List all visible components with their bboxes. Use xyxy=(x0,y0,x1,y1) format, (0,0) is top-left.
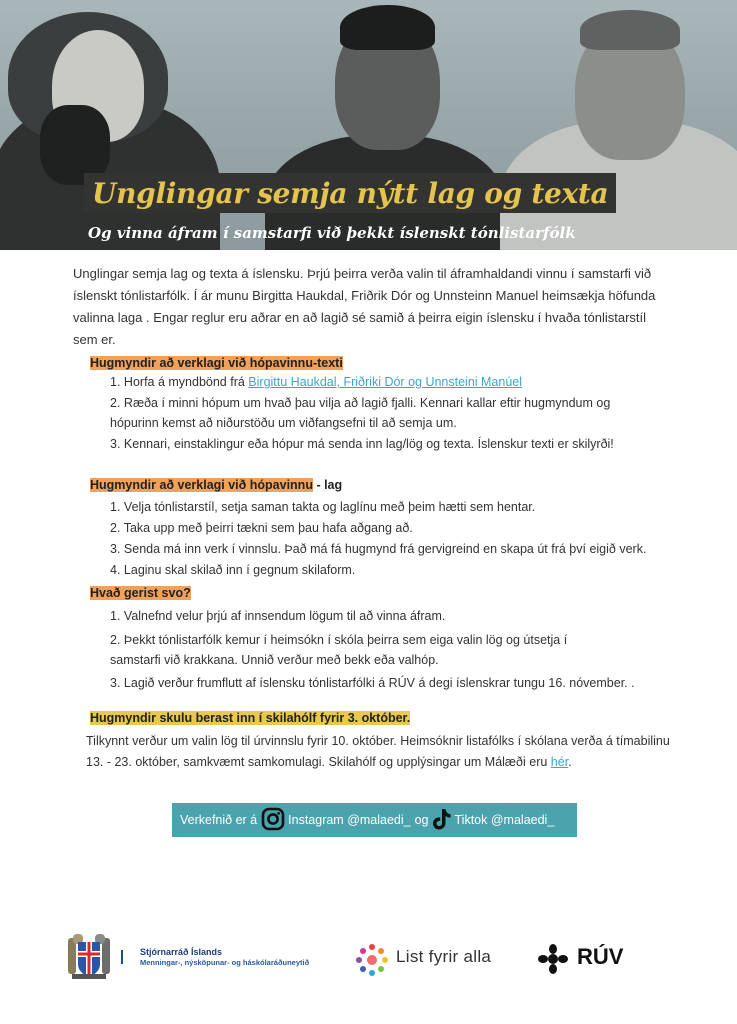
list-item xyxy=(110,560,670,580)
list-number: 2. xyxy=(110,521,121,535)
logo-divider xyxy=(121,950,123,964)
ruv-name: RÚV xyxy=(577,944,624,969)
list-text: Valnefnd velur þrjú af innsendum lögum til að vinna áfram. xyxy=(123,609,446,623)
list-text: Ræða í minni hópum um hvað þau vilja að lagið fjalli. Kennari kallar eftir hugmyndum og xyxy=(123,396,611,410)
list-number: 1. xyxy=(110,609,121,623)
deadline-heading xyxy=(90,711,410,725)
instagram-handle[interactable]: Instagram @malaedi_ xyxy=(288,813,411,827)
list-number: 3. xyxy=(110,437,121,451)
tiktok-handle[interactable]: Tiktok @malaedi_ xyxy=(454,813,555,827)
list-number: 1. xyxy=(110,500,121,514)
list-item xyxy=(110,497,670,517)
ruv-logo-icon xyxy=(538,944,568,974)
list-fyrir-alla-logo-icon xyxy=(354,942,390,978)
section-3-heading xyxy=(90,586,191,600)
list-number: 4. xyxy=(110,563,121,577)
hero-photo xyxy=(0,0,737,250)
section-2-list xyxy=(110,497,670,580)
section-3-heading-text: Hvað gerist svo? xyxy=(90,586,191,600)
section-1-heading xyxy=(90,356,343,370)
section-3-list xyxy=(110,606,670,693)
list-text: Senda má inn verk í vinnslu. Það má fá hugmynd frá gervigreind en skapa út frá því eigið verk. xyxy=(123,542,647,556)
deadline-text: Tilkynnt verður um valin lög til úrvinnslu fyrir 10. október. Heimsóknir listafólks í skólana verða á tímabilinu 13. - 23. október, samkvæmt samkomulagi. Skilahólf og upplýsingar um Málæði eru xyxy=(86,734,670,769)
list-fyrir-alla-name: List fyrir alla xyxy=(396,947,492,966)
tiktok-icon[interactable] xyxy=(432,807,452,834)
page-subtitle: Og vinna áfram í samstarfi við þekkt íslenskt tónlistarfólk xyxy=(88,224,576,242)
list-text: Þekkt tónlistarfólk kemur í heimsókn í skóla þeirra sem eiga valin lög og útsetja í xyxy=(123,633,568,647)
person-2-hair xyxy=(340,5,435,50)
instagram-icon[interactable] xyxy=(261,807,285,834)
info-link[interactable]: hér xyxy=(550,755,569,769)
coat-of-arms-icon xyxy=(68,934,110,980)
title-box xyxy=(84,173,616,213)
list-item xyxy=(110,434,670,454)
list-number: 3. xyxy=(110,676,121,690)
list-item xyxy=(110,539,670,559)
list-text: Taka upp með þeirri tækni sem þau hafa aðgang að. xyxy=(123,521,413,535)
list-number: 2. xyxy=(110,396,121,410)
person-3-hair xyxy=(580,10,680,50)
section-2-heading-text: Hugmyndir að verklagi við hópavinnu xyxy=(90,478,313,492)
social-prefix: Verkefnið er á xyxy=(180,813,258,827)
intro-paragraph: Unglingar semja lag og texta á íslensku. Þrjú þeirra verða valin til áframhaldandi vinnu í samstarfi við íslenskt tónlistarfólk. Í ár munu Birgitta Haukdal, Friðrik Dór og Unnsteinn Manuel heimsækja höfunda valinna laga . Engar reglur eru aðrar en að lagið sé samið á þeirra eigin íslensku í hvaða tónlistarstíl sem er. xyxy=(73,266,656,347)
section-1-list xyxy=(110,372,670,454)
list-item xyxy=(110,393,670,433)
list-text-continued: hópurinn kemst að niðurstöðu um viðfangsefni til að semja um. xyxy=(110,416,457,430)
deadline-paragraph xyxy=(86,731,686,773)
deadline-heading-text: Hugmyndir skulu berast inn í skilahólf fyrir 3. október. xyxy=(90,711,411,725)
video-link[interactable]: Birgittu Haukdal, Friðriki Dór og Unnsteini Manúel xyxy=(248,375,523,389)
section-2-heading xyxy=(90,478,342,492)
social-connector: og xyxy=(414,813,429,827)
list-item xyxy=(110,606,670,626)
list-item xyxy=(110,673,670,693)
section-1-heading-text: Hugmyndir að verklagi við hópavinnu-texti xyxy=(90,356,343,370)
list-number: 1. xyxy=(110,375,121,389)
list-item xyxy=(110,630,670,670)
list-text: Kennari, einstaklingur eða hópur má senda inn lag/lög og texta. Íslenskur texti er skilyrði! xyxy=(123,437,614,451)
list-text-continued: samstarfi við krakkana. Unnið verður með bekk eða valhóp. xyxy=(110,653,439,667)
ministry-name: Menningar-, nýsköpunar- og háskólaráðuneytið xyxy=(140,958,310,967)
list-text: Laginu skal skilað inn í gegnum skilaform. xyxy=(123,563,356,577)
social-bar xyxy=(172,803,577,837)
footer-logos xyxy=(0,930,737,990)
section-2-heading-suffix: - lag xyxy=(312,478,343,492)
list-number: 2. xyxy=(110,633,121,647)
deadline-end: . xyxy=(568,755,572,769)
page-title: Unglingar semja nýtt lag og texta xyxy=(92,176,609,210)
list-text: Velja tónlistarstíl, setja saman takta og laglínu með þeim hætti sem hentar. xyxy=(123,500,536,514)
list-item xyxy=(110,372,670,392)
list-text: Horfa á myndbönd frá xyxy=(123,375,249,389)
list-item xyxy=(110,518,670,538)
government-name: Stjórnarráð Íslands xyxy=(140,947,223,957)
list-text: Lagið verður frumflutt af íslensku tónlistarfólki á RÚV á degi íslenskrar tungu 16. nóvember. . xyxy=(123,676,635,690)
list-number: 3. xyxy=(110,542,121,556)
